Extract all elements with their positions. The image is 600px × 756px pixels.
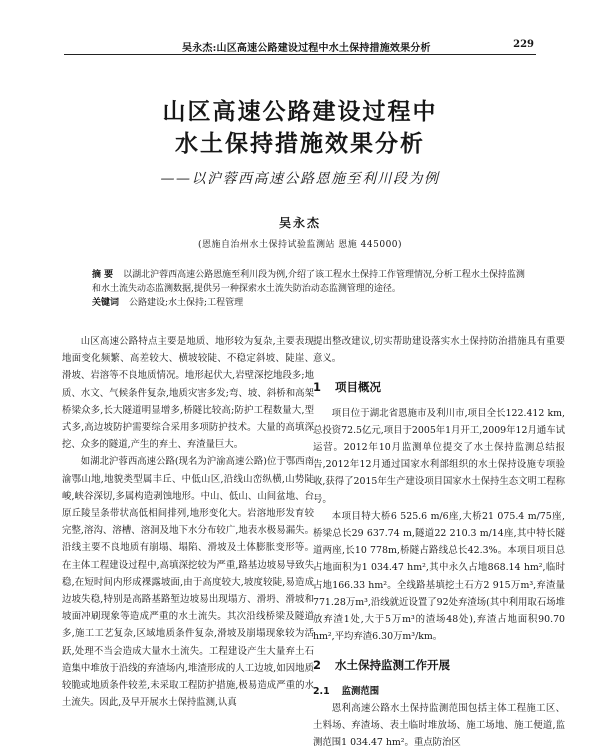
left-column bbox=[62, 333, 314, 711]
author-name: 吴永杰 bbox=[278, 216, 321, 230]
running-title: 吴永杰:山区高速公路建设过程中水土保持措施效果分析 bbox=[182, 43, 431, 54]
abstract-text: 以湖北沪蓉西高速公路恩施至利川段为例,介绍了该工程水土保持工作管理情况,分析工程水土保持监测和水土流失动态监测数据,提供另一种探索水土流失防治动态监测管理的途径。 bbox=[92, 270, 525, 294]
section-title: 水土保持监测工作开展 bbox=[335, 658, 451, 673]
subsection-title: 监测范围 bbox=[341, 685, 380, 697]
section-heading-1 bbox=[313, 379, 565, 396]
body-paragraph: 山区高速公路特点主要是地质、地形较为复杂,主要表现地面变化频繁、高差较大、横坡较陡、不稳定斜坡、陡崖、滑坡、岩溶等不良地质情况。地形起伏大,岩壁深挖地段多;地质、水文、气候条件复杂,地质灾害多发;弯、坡、斜桥和高架桥梁众多,长大隧道明显增多,桥隧比较高;防护工程数量大,型式多,高边坡防护需要综合采用多项防护技术。大量的高填深挖、众多的隧道,产生的弃土、弃渣量巨大。 bbox=[62, 336, 314, 451]
abstract-label: 摘 要 bbox=[92, 270, 114, 280]
body-paragraph: 项目位于湖北省恩施市及利川市,项目全长122.412 km,总投资72.5亿元,项目于2005年1月开工,2009年12月通车试运营。2012年10月监测单位提交了水土保持监测总结报告,2012年12月通过国家水利部组织的水土保持设施专项验收,获得了2015年生产建设项目国家水土保持生态文明工程称号。 bbox=[313, 407, 565, 505]
abstract bbox=[92, 268, 530, 296]
subsection-heading-2-1 bbox=[313, 683, 565, 700]
section-heading-2 bbox=[313, 657, 565, 674]
right-column bbox=[313, 333, 565, 751]
body-paragraph: 如湖北沪蓉西高速公路(现名为沪渝高速公路)位于鄂西南渝鄂山地,地貌类型属丰丘、中低山区,沿线山峦纵横,山势陡峻,峡谷深切,多属构造剥蚀地形。中山、低山、山间盆地、台原丘陵呈条带状高低相间排列,地形变化大。岩溶地形发育较完整,溶沟、溶槽、溶洞及地下水分布较广,地表水极易漏失。沿线主要不良地质有崩塌、塌陷、滑坡及土体膨胀变形等。在主体工程建设过程中,高填深挖较为严重,路基边坡易导致失稳,在短时间内形成裸露坡面,由于高度较大,坡度较陡,易造成边坡失稳,特别是高路基路堑边坡易出现塌方、滑坍、滑坡和坡面冲刷现象等造成严重的水土流失。其次沿线桥梁及隧道多,施工工艺复杂,区域地质条件复杂,滑坡及崩塌现象较为活跃,处理不当会造成大量水土流失。工程建设产生大量弃土石造集中堆放于沿线的弃渣场内,堆渣形成的人工边坡,如因地质较脆或地质条件较差,未采取工程防护措施,极易造成严重的水土流失。因此,及早开展水土保持监测,认真 bbox=[62, 456, 314, 709]
paper-title-line-1: 山区高速公路建设过程中 bbox=[162, 99, 438, 125]
body-paragraph: 恩利高速公路水土保持监测范围包括主体工程施工区、土料场、弃渣场、表土临时堆放场、施工场地、施工便道,监测范围1 034.47 hm²。重点防治区 bbox=[313, 702, 565, 749]
section-title: 项目概况 bbox=[335, 380, 382, 395]
subsection-number: 2.1 bbox=[313, 685, 330, 697]
keywords-text: 公路建设;水土保持;工程管理 bbox=[129, 298, 244, 308]
page-number: 229 bbox=[513, 39, 534, 50]
keywords bbox=[92, 296, 530, 310]
abstract-block bbox=[92, 268, 530, 310]
body-paragraph: 本项目特大桥6 525.6 m/6座,大桥21 075.4 m/75座,桥梁总长29 637.74 m,隧道22 210.3 m/14座,其中特长隧道两座,长10 778m,桥隧占路线总长42.3%。本项目项目总占地面积为1 034.47 hm²,其中永久占地868.14 hm²,临时占地166.33 hm²。全线路基填挖土石方2 915万m³,弃渣量771.28万m³,沿线就近设置了92处弃渣场(其中利用取石场堆放弃渣1处,大于5万m³的渣场48处),弃渣占地面积90.70 hm²,平均弃渣6.30万m³/km。 bbox=[313, 510, 565, 643]
section-number: 2 bbox=[313, 658, 322, 673]
title-block bbox=[60, 96, 540, 250]
keywords-label: 关键词 bbox=[92, 298, 120, 308]
section-number: 1 bbox=[313, 380, 322, 395]
body-paragraph: 提出整改建议,切实帮助建设落实水土保持防治措施具有重要意义。 bbox=[313, 336, 565, 365]
author-affiliation: (恩施自治州水土保持试验监测站 恩施 445000) bbox=[197, 240, 403, 250]
running-header bbox=[64, 36, 536, 55]
paper-title-line-2: 水土保持措施效果分析 bbox=[175, 131, 425, 157]
paper-subtitle: ——以沪蓉西高速公路恩施至利川段为例 bbox=[160, 171, 440, 187]
